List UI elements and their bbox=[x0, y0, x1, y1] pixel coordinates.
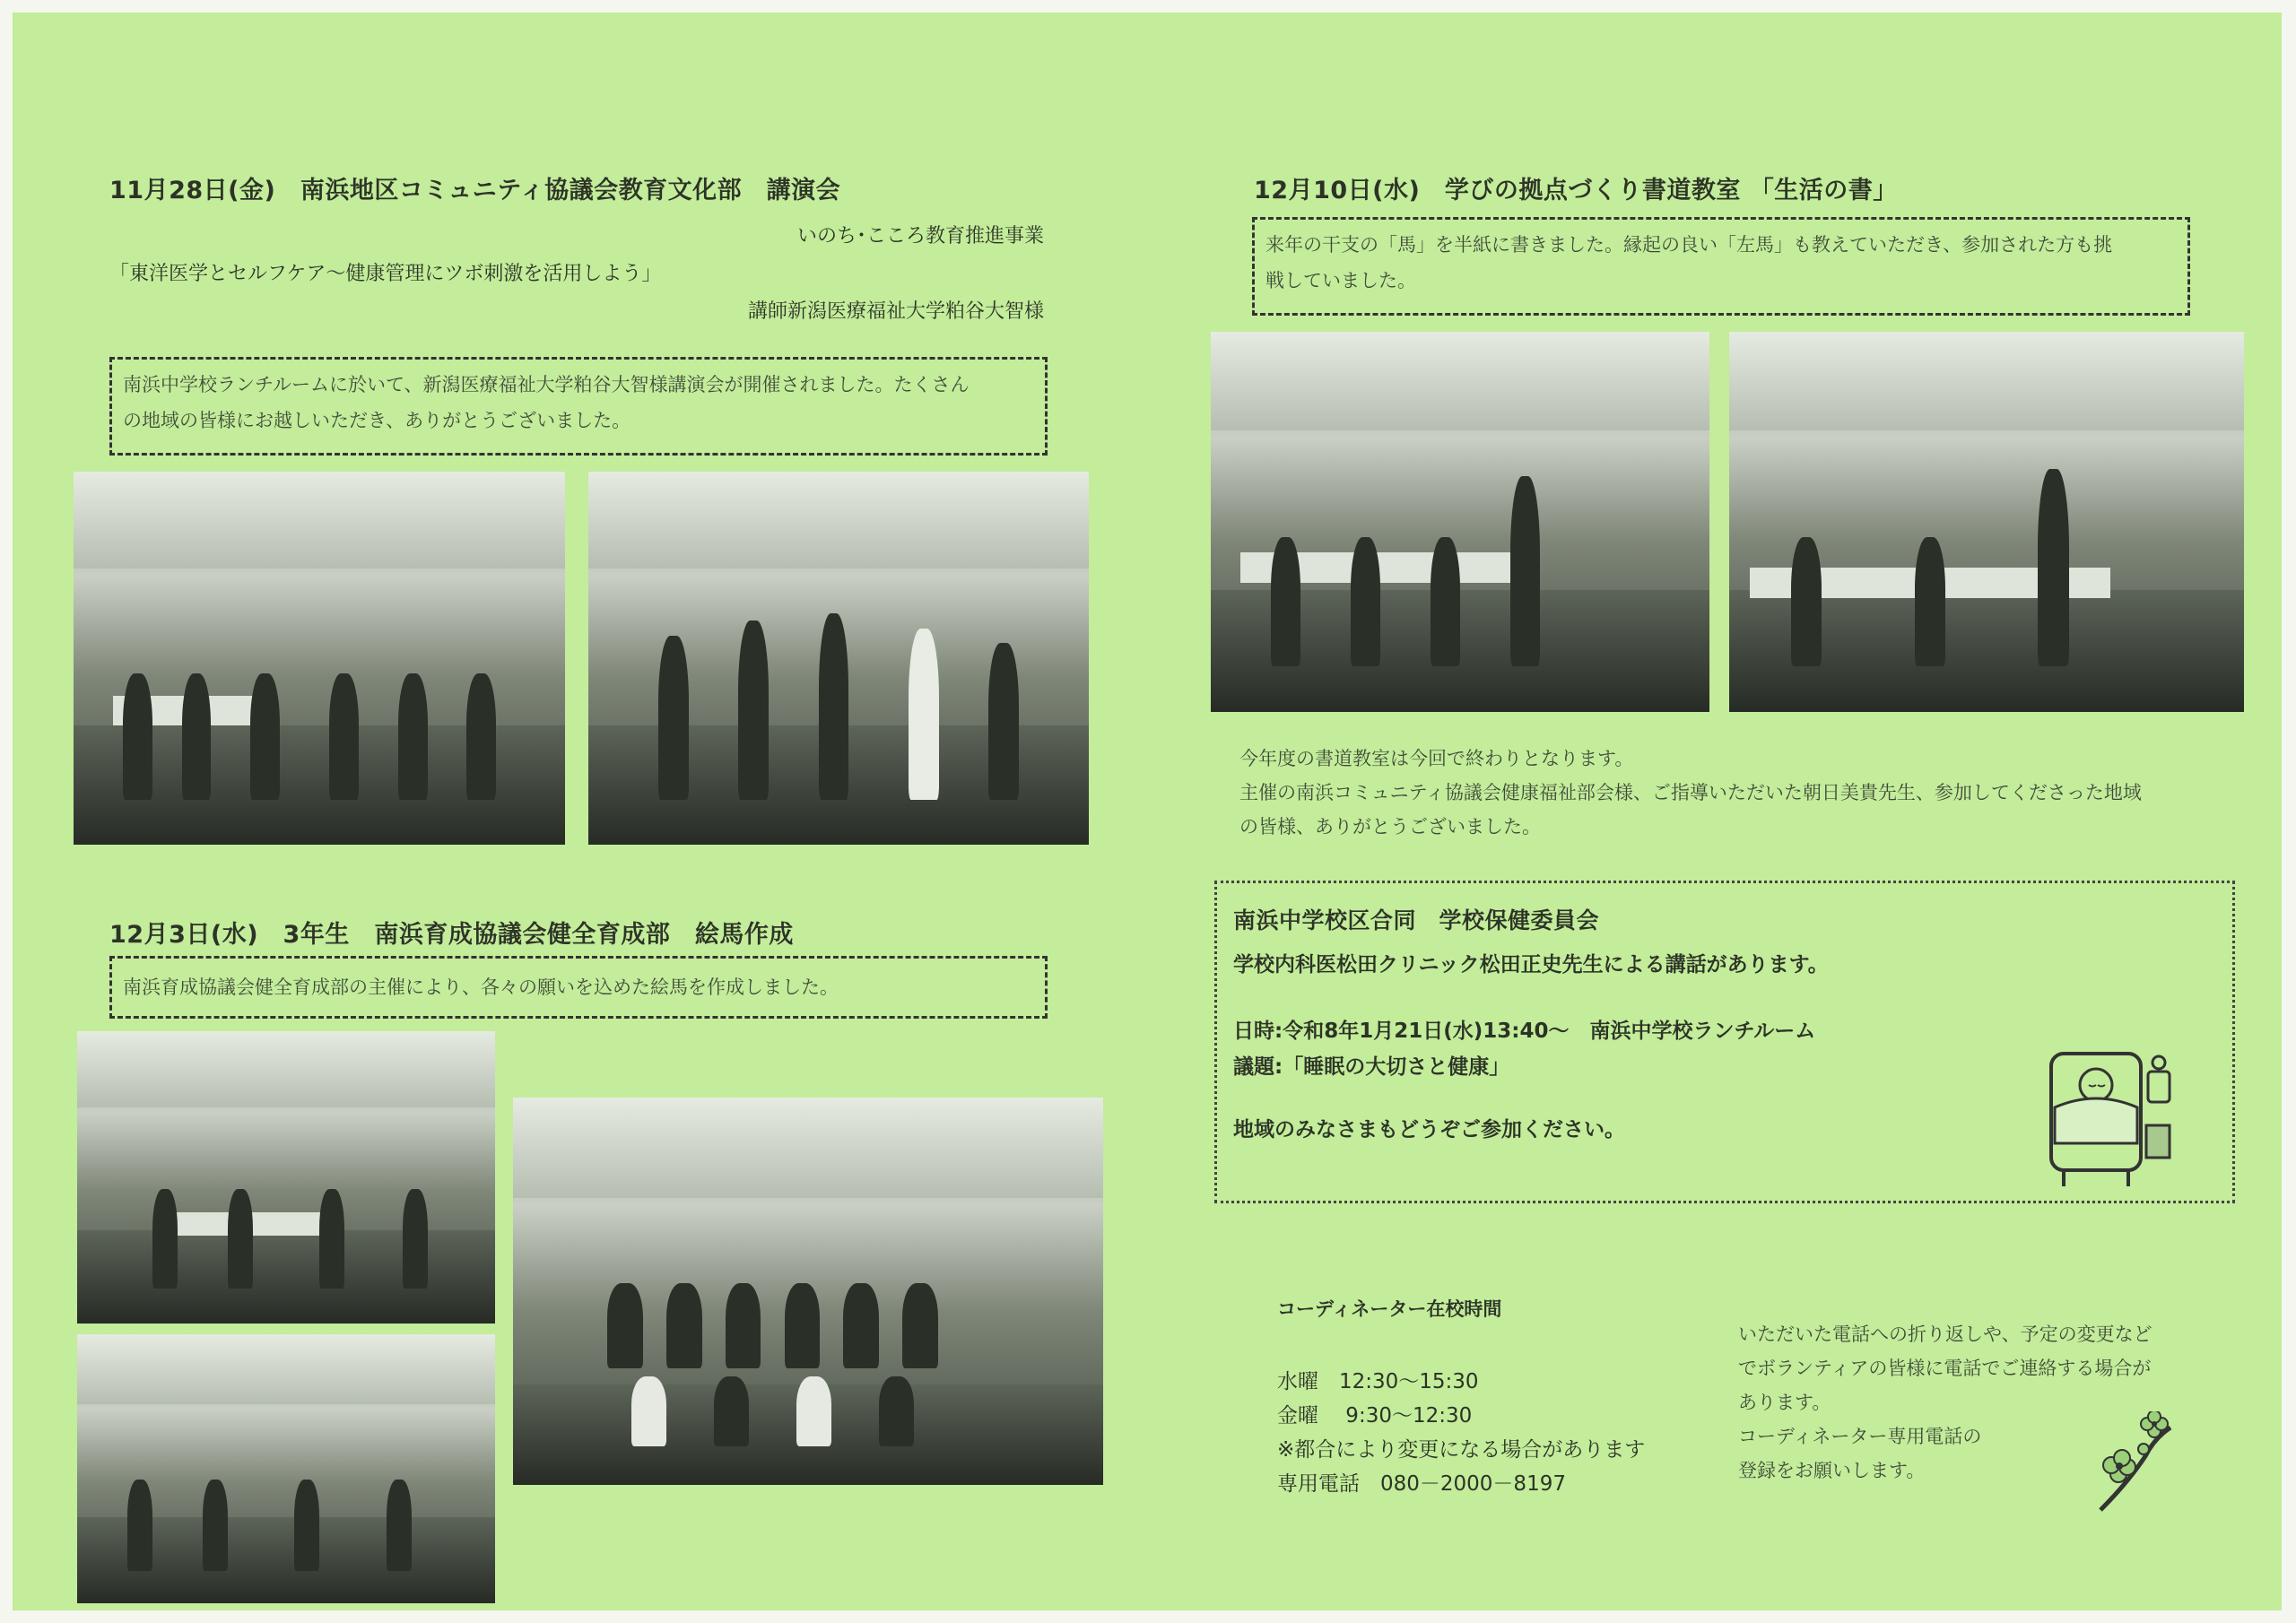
coordinator-wed: 水曜 12:30～15:30 bbox=[1277, 1370, 1479, 1393]
plum-blossom-icon bbox=[2092, 1411, 2181, 1519]
ema-photo-class-1 bbox=[77, 1031, 495, 1324]
coordinator-title: コーディネーター在校時間 bbox=[1277, 1298, 1502, 1320]
event1-sub1: いのち･こころ教育推進事業 bbox=[796, 225, 1044, 247]
coordinator-phone: 専用電話 080－2000－8197 bbox=[1277, 1472, 1566, 1496]
newsletter-sheet bbox=[13, 13, 2282, 1610]
lecture-photo-standing bbox=[588, 472, 1089, 845]
event1-sub3: 講師新潟医療福祉大学粕谷大智様 bbox=[747, 300, 1044, 323]
event3-note-line3: の皆様、ありがとうございました。 bbox=[1239, 816, 1541, 838]
notice-title: 南浜中学校区合同 学校保健委員会 bbox=[1233, 907, 1600, 933]
coordinator-msg-line1: いただいた電話への折り返しや、予定の変更など bbox=[1738, 1324, 2152, 1345]
bed-illustration-icon bbox=[2042, 1036, 2177, 1197]
event3-note-line2: 主催の南浜コミュニティ協議会健康福祉部会様、ご指導いただいた朝日美貴先生、参加してくださった地域 bbox=[1239, 782, 2142, 803]
coordinator-note: ※都合により変更になる場合があります bbox=[1277, 1438, 1646, 1462]
calligraphy-photo-2 bbox=[1729, 332, 2244, 712]
event2-desc: 南浜育成協議会健全育成部の主催により、各々の願いを込めた絵馬を作成しました。 bbox=[123, 976, 839, 998]
coordinator-msg-line4: コーディネーター専用電話の bbox=[1738, 1426, 1982, 1447]
event3-desc-box bbox=[1252, 217, 2190, 316]
event1-heading: 11月28日(金) 南浜地区コミュニティ協議会教育文化部 講演会 bbox=[109, 177, 841, 204]
event3-desc-line2: 戦していました。 bbox=[1265, 270, 1416, 291]
coordinator-fri: 金曜 9:30～12:30 bbox=[1277, 1404, 1473, 1428]
event2-desc-box bbox=[109, 956, 1048, 1019]
event3-heading: 12月10日(水) 学びの拠点づくり書道教室 「生活の書」 bbox=[1254, 177, 1898, 204]
event1-sub2: 「東洋医学とセルフケア～健康管理にツボ刺激を活用しよう」 bbox=[109, 263, 662, 285]
notice-line1: 学校内科医松田クリニック松田正史先生による講話があります。 bbox=[1233, 953, 1829, 976]
ema-photo-class-2 bbox=[77, 1334, 495, 1603]
event1-desc-line2: の地域の皆様にお越しいただき、ありがとうございました。 bbox=[123, 410, 631, 431]
event3-desc-line1: 来年の干支の「馬」を半紙に書きました。縁起の良い「左馬」も教えていただき、参加された方も挑 bbox=[1265, 234, 2113, 256]
event3-note-line1: 今年度の書道教室は今回で終わりとなります。 bbox=[1239, 748, 1634, 769]
coordinator-msg-line2: でボランティアの皆様に電話でご連絡する場合が bbox=[1738, 1358, 2152, 1379]
notice-line2: 日時:令和8年1月21日(水)13:40～ 南浜中学校ランチルーム bbox=[1233, 1020, 1816, 1043]
event2-heading: 12月3日(水) 3年生 南浜育成協議会健全育成部 絵馬作成 bbox=[109, 921, 794, 949]
ema-photo-group bbox=[513, 1098, 1103, 1485]
lecture-photo-audience bbox=[74, 472, 565, 845]
notice-line3: 議題:「睡眠の大切さと健康」 bbox=[1233, 1055, 1510, 1079]
event1-desc-box bbox=[109, 357, 1048, 456]
health-committee-notice bbox=[1214, 881, 2235, 1203]
event1-desc-line1: 南浜中学校ランチルームに於いて、新潟医療福祉大学粕谷大智様講演会が開催されました。たくさん bbox=[123, 374, 970, 395]
coordinator-msg-line5: 登録をお願いします。 bbox=[1738, 1460, 1926, 1481]
coordinator-msg-line3: あります。 bbox=[1738, 1392, 1831, 1413]
calligraphy-photo-1 bbox=[1211, 332, 1709, 712]
notice-line4: 地域のみなさまもどうぞご参加ください。 bbox=[1233, 1118, 1625, 1141]
